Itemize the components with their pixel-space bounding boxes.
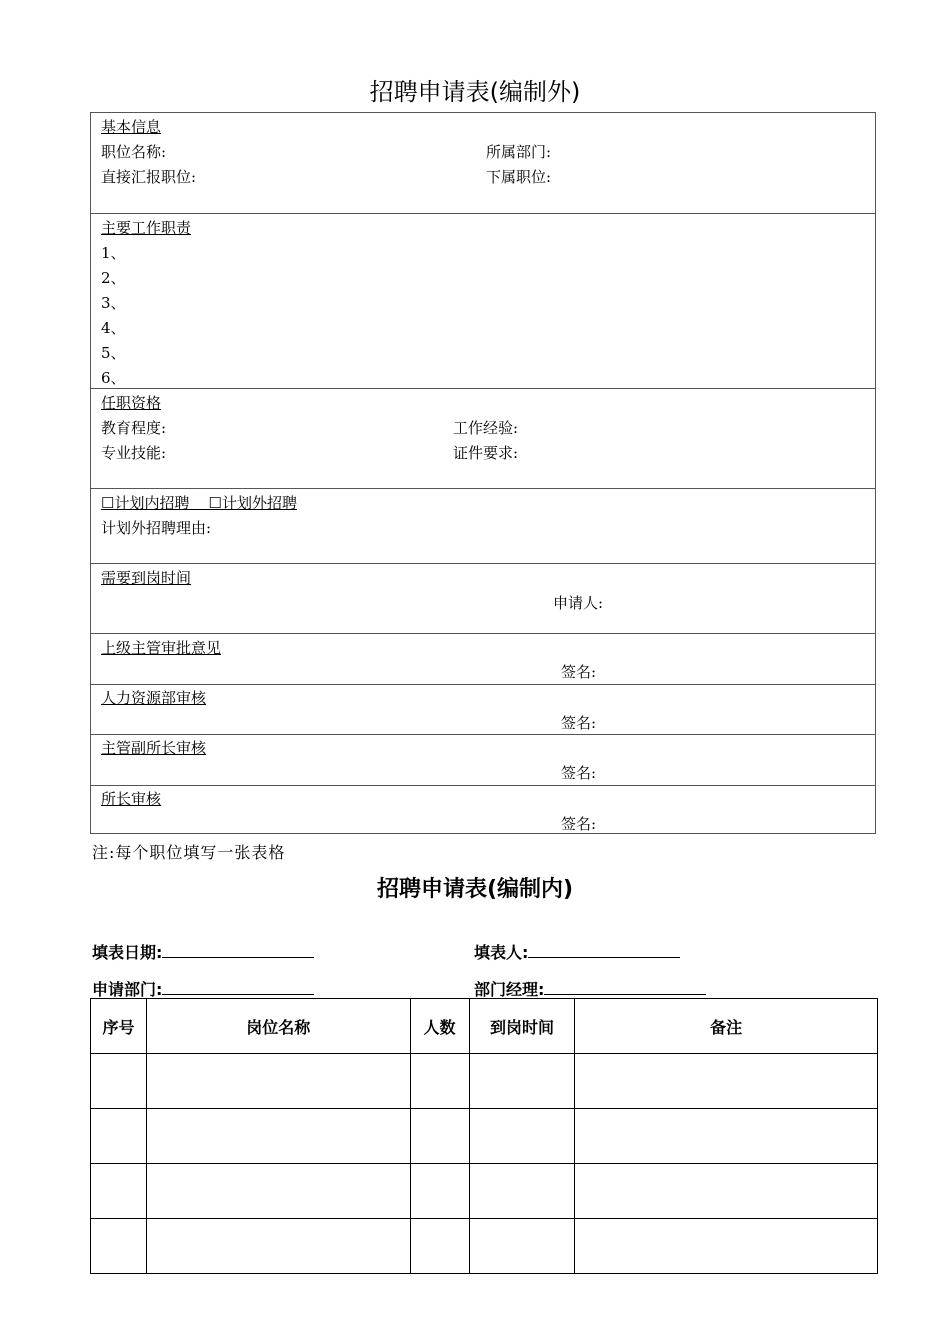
section-qualifications: [91, 389, 875, 489]
table-cell[interactable]: [91, 1164, 147, 1219]
signature-label: 签名:: [561, 815, 597, 833]
section-basic-info: [91, 113, 875, 214]
dept-manager-field: [474, 977, 706, 1000]
apply-dept-label: 申请部门:: [92, 980, 163, 999]
table-cell[interactable]: [91, 1054, 147, 1109]
table-row: [91, 1219, 878, 1274]
form-note: 注:每个职位填写一张表格: [92, 843, 286, 862]
filler-blank[interactable]: [528, 943, 680, 958]
in-plan-label: 计划内招聘: [114, 494, 190, 512]
table-row: [91, 1164, 878, 1219]
table-cell[interactable]: [410, 1109, 469, 1164]
approval-heading: 人力资源部审核: [101, 689, 207, 707]
section-approval: [91, 685, 875, 735]
section-approval: [91, 634, 875, 685]
table-row: [91, 1054, 878, 1109]
experience-label: 工作经验:: [453, 419, 519, 437]
col-header-count: 人数: [410, 999, 469, 1054]
duty-item: 4、: [101, 319, 126, 337]
approval-heading: 上级主管审批意见: [101, 639, 222, 657]
signature-label: 签名:: [561, 714, 597, 732]
fill-date-blank[interactable]: [162, 943, 314, 958]
education-label: 教育程度:: [101, 419, 167, 437]
in-plan-checkbox[interactable]: ☐: [101, 494, 115, 512]
approval-heading: 所长审核: [101, 790, 162, 808]
table-cell[interactable]: [469, 1219, 575, 1274]
approval-heading: 主管副所长审核: [101, 739, 207, 757]
report-to-label: 直接汇报职位:: [101, 168, 197, 186]
dept-manager-blank[interactable]: [544, 980, 706, 995]
table-cell[interactable]: [146, 1219, 410, 1274]
duties-heading: 主要工作职责: [101, 219, 192, 237]
table-row: [91, 1109, 878, 1164]
basic-info-heading: 基本信息: [101, 118, 162, 136]
duty-item: 6、: [101, 369, 126, 387]
qualifications-heading: 任职资格: [101, 394, 162, 412]
skills-label: 专业技能:: [101, 444, 167, 462]
table-cell[interactable]: [410, 1164, 469, 1219]
plan-options: [101, 493, 297, 513]
table-cell[interactable]: [575, 1109, 878, 1164]
table-cell[interactable]: [575, 1164, 878, 1219]
dept-manager-label: 部门经理:: [474, 980, 545, 999]
form2-table: [90, 998, 878, 1274]
table-cell[interactable]: [575, 1219, 878, 1274]
out-plan-label: 计划外招聘: [222, 494, 298, 512]
certificates-label: 证件要求:: [453, 444, 519, 462]
table-cell[interactable]: [146, 1164, 410, 1219]
form1-title: 招聘申请表(编制外): [369, 78, 581, 106]
section-approval: [91, 786, 875, 835]
col-header-index: 序号: [91, 999, 147, 1054]
out-plan-checkbox[interactable]: ☐: [208, 494, 222, 512]
col-header-arrival: 到岗时间: [469, 999, 575, 1054]
fill-date-field: [92, 940, 314, 963]
section-duties: [91, 214, 875, 389]
table-cell[interactable]: [469, 1054, 575, 1109]
form2-title: 招聘申请表(编制内): [376, 877, 574, 902]
filler-field: [474, 940, 680, 963]
section-approval: [91, 735, 875, 786]
table-cell[interactable]: [575, 1054, 878, 1109]
signature-label: 签名:: [561, 663, 597, 681]
out-plan-reason-label: 计划外招聘理由:: [101, 519, 212, 537]
table-cell[interactable]: [469, 1109, 575, 1164]
section-plan: [91, 489, 875, 564]
duty-item: 2、: [101, 269, 126, 287]
table-cell[interactable]: [146, 1109, 410, 1164]
table-cell[interactable]: [410, 1054, 469, 1109]
filler-label: 填表人:: [474, 943, 529, 962]
duty-item: 1、: [101, 244, 126, 262]
signature-label: 签名:: [561, 764, 597, 782]
section-arrival: [91, 564, 875, 634]
form1-table: [90, 112, 876, 834]
apply-dept-blank[interactable]: [162, 980, 314, 995]
position-name-label: 职位名称:: [101, 143, 167, 161]
col-header-remarks: 备注: [575, 999, 878, 1054]
table-cell[interactable]: [410, 1219, 469, 1274]
col-header-position: 岗位名称: [146, 999, 410, 1054]
fill-date-label: 填表日期:: [92, 943, 163, 962]
table-cell[interactable]: [469, 1164, 575, 1219]
table-header-row: [91, 999, 878, 1054]
subordinate-label: 下属职位:: [486, 168, 552, 186]
duty-item: 3、: [101, 294, 126, 312]
arrival-heading: 需要到岗时间: [101, 569, 192, 587]
table-cell[interactable]: [146, 1054, 410, 1109]
table-cell[interactable]: [91, 1109, 147, 1164]
duty-item: 5、: [101, 344, 126, 362]
apply-dept-field: [92, 977, 314, 1000]
table-cell[interactable]: [91, 1219, 147, 1274]
applicant-label: 申请人:: [553, 594, 604, 612]
department-label: 所属部门:: [486, 143, 552, 161]
